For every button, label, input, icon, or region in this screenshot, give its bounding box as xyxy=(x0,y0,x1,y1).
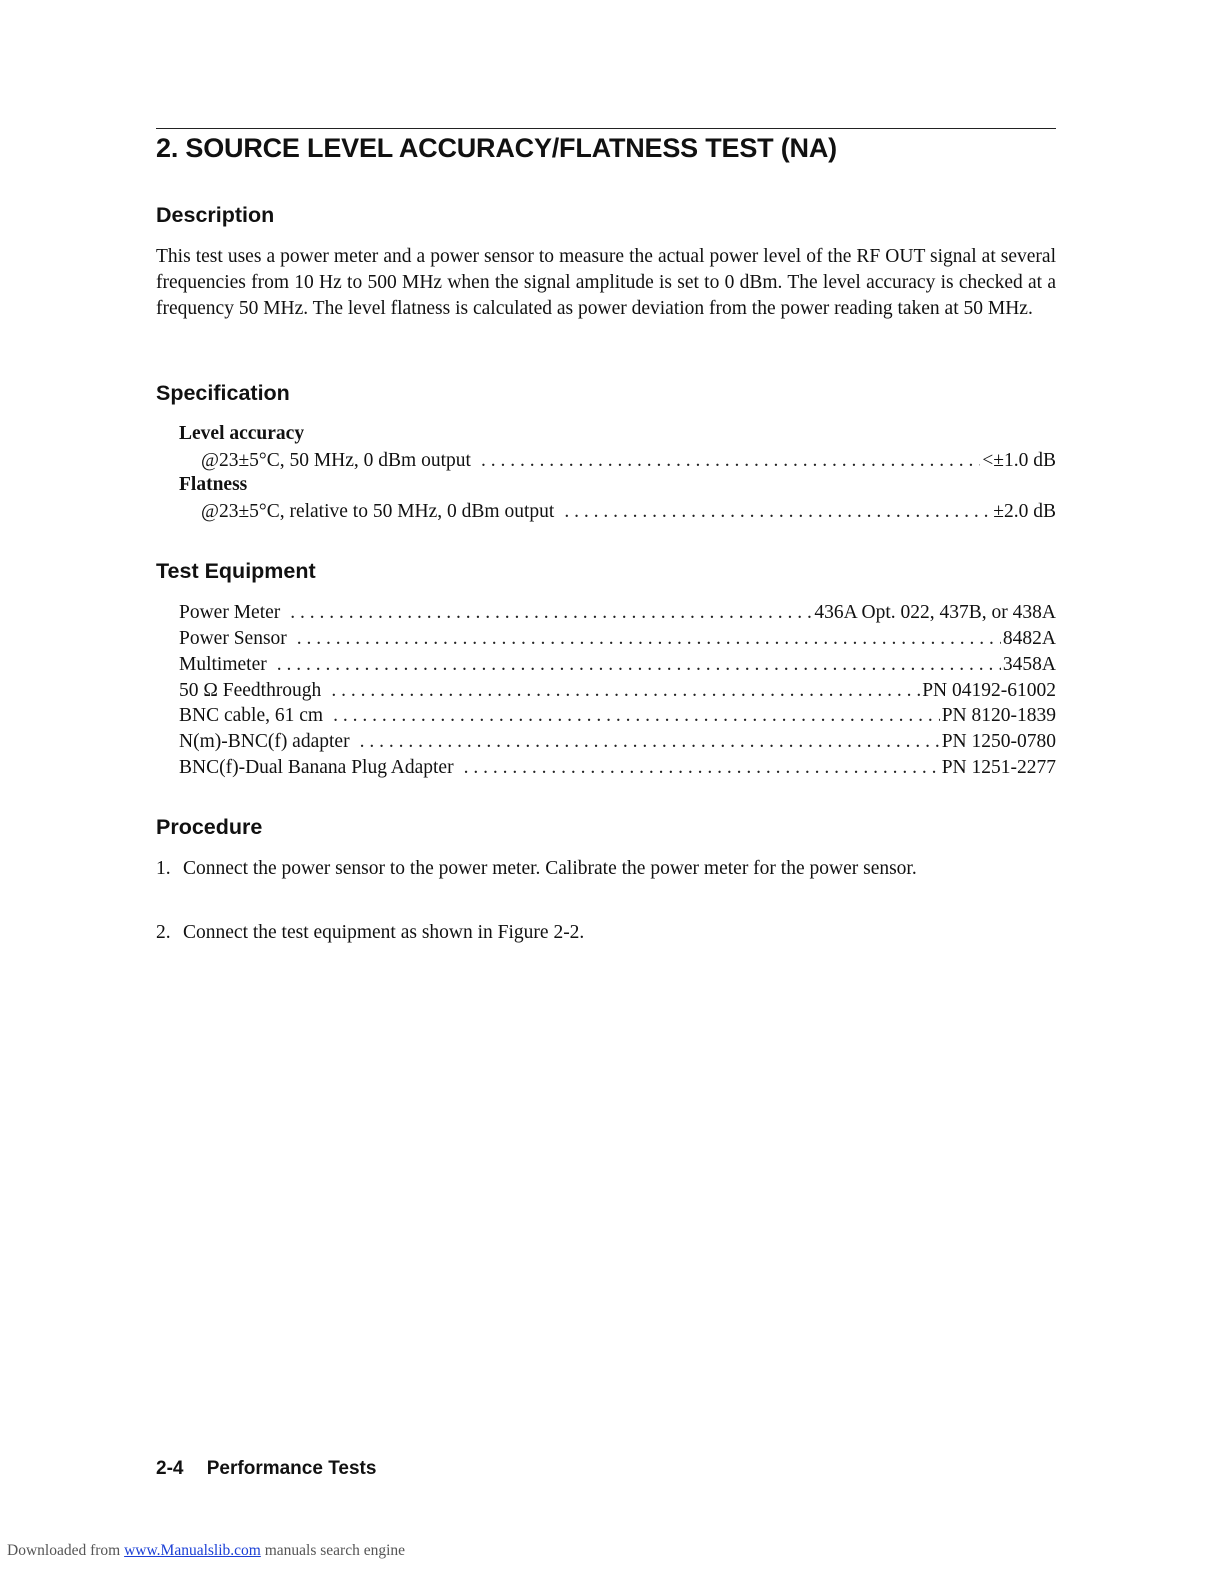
step-text: Connect the test equipment as shown in Figure 2-2. xyxy=(183,922,585,943)
equipment-name: BNC cable, 61 cm xyxy=(179,705,324,726)
test-equipment-heading: Test Equipment xyxy=(156,559,316,583)
equipment-row-banana-adapter xyxy=(179,755,1056,781)
download-prefix: Downloaded from xyxy=(7,1542,121,1559)
equipment-value: PN 8120-1839 xyxy=(941,705,1056,726)
equipment-row-power-meter xyxy=(179,600,1056,626)
description-text: This test uses a power meter and a power sensor to measure the actual power level of the RF OUT signal at several frequencies from 10 Hz to 500 MHz when the signal amplitude is set to 0 dBm. The level accuracy is checked at a frequency 50 MHz. The level flatness is calculated as power deviation from the power reading taken at 50 MHz. xyxy=(156,246,1056,319)
equipment-value: 8482A xyxy=(1002,628,1056,649)
equipment-value: 3458A xyxy=(1002,654,1056,675)
download-suffix: manuals search engine xyxy=(264,1542,406,1559)
equipment-name: 50 Ω Feedthrough xyxy=(179,680,322,701)
footer-section: Performance Tests xyxy=(206,1458,377,1479)
equipment-value: PN 1250-0780 xyxy=(941,731,1056,752)
description-heading: Description xyxy=(156,203,275,227)
equipment-row-power-sensor xyxy=(179,626,1056,652)
equipment-row-nm-bnc-adapter xyxy=(179,729,1056,755)
dot-leader xyxy=(481,448,980,474)
dot-leader xyxy=(564,499,991,525)
equipment-value: PN 1251-2277 xyxy=(941,757,1056,778)
title-rule xyxy=(156,128,1056,129)
procedure-step-1 xyxy=(156,856,1056,882)
download-note xyxy=(7,1542,405,1560)
dot-leader xyxy=(277,652,1001,678)
step-text: Connect the power sensor to the power meter. Calibrate the power meter for the power sensor. xyxy=(183,858,917,879)
equipment-name: Power Meter xyxy=(179,602,281,623)
equipment-value: 436A Opt. 022, 437B, or 438A xyxy=(814,602,1056,623)
dot-leader xyxy=(333,703,940,729)
spec-value: ±2.0 dB xyxy=(993,501,1056,522)
step-number: 2. xyxy=(156,922,171,943)
equipment-name: Power Sensor xyxy=(179,628,287,649)
equipment-row-feedthrough xyxy=(179,678,1056,704)
equipment-value: PN 04192-61002 xyxy=(922,680,1056,701)
equipment-row-bnc-cable xyxy=(179,703,1056,729)
equipment-name: BNC(f)-Dual Banana Plug Adapter xyxy=(179,757,454,778)
equipment-name: Multimeter xyxy=(179,654,267,675)
dot-leader xyxy=(297,626,1001,652)
specification-heading: Specification xyxy=(156,381,290,405)
dot-leader xyxy=(464,755,940,781)
manualslib-link[interactable]: www.Manualslib.com xyxy=(124,1542,261,1559)
dot-leader xyxy=(290,600,812,626)
spec-row-flatness xyxy=(201,499,1056,525)
equipment-row-multimeter xyxy=(179,652,1056,678)
procedure-heading: Procedure xyxy=(156,815,263,839)
page-title: 2. SOURCE LEVEL ACCURACY/FLATNESS TEST (NA) xyxy=(156,133,837,163)
dot-leader xyxy=(360,729,940,755)
page-number: 2-4 xyxy=(156,1458,184,1479)
step-number: 1. xyxy=(156,858,171,879)
spec-condition: @23±5°C, relative to 50 MHz, 0 dBm output xyxy=(201,501,555,522)
spec-label-level-accuracy: Level accuracy xyxy=(179,423,305,444)
equipment-name: N(m)-BNC(f) adapter xyxy=(179,731,350,752)
procedure-step-2 xyxy=(156,920,1056,946)
spec-value: <±1.0 dB xyxy=(982,450,1056,471)
page-footer xyxy=(156,1458,376,1480)
dot-leader xyxy=(331,678,920,704)
spec-condition: @23±5°C, 50 MHz, 0 dBm output xyxy=(201,450,471,471)
spec-row-level-accuracy xyxy=(201,448,1056,474)
spec-label-flatness: Flatness xyxy=(179,474,248,495)
